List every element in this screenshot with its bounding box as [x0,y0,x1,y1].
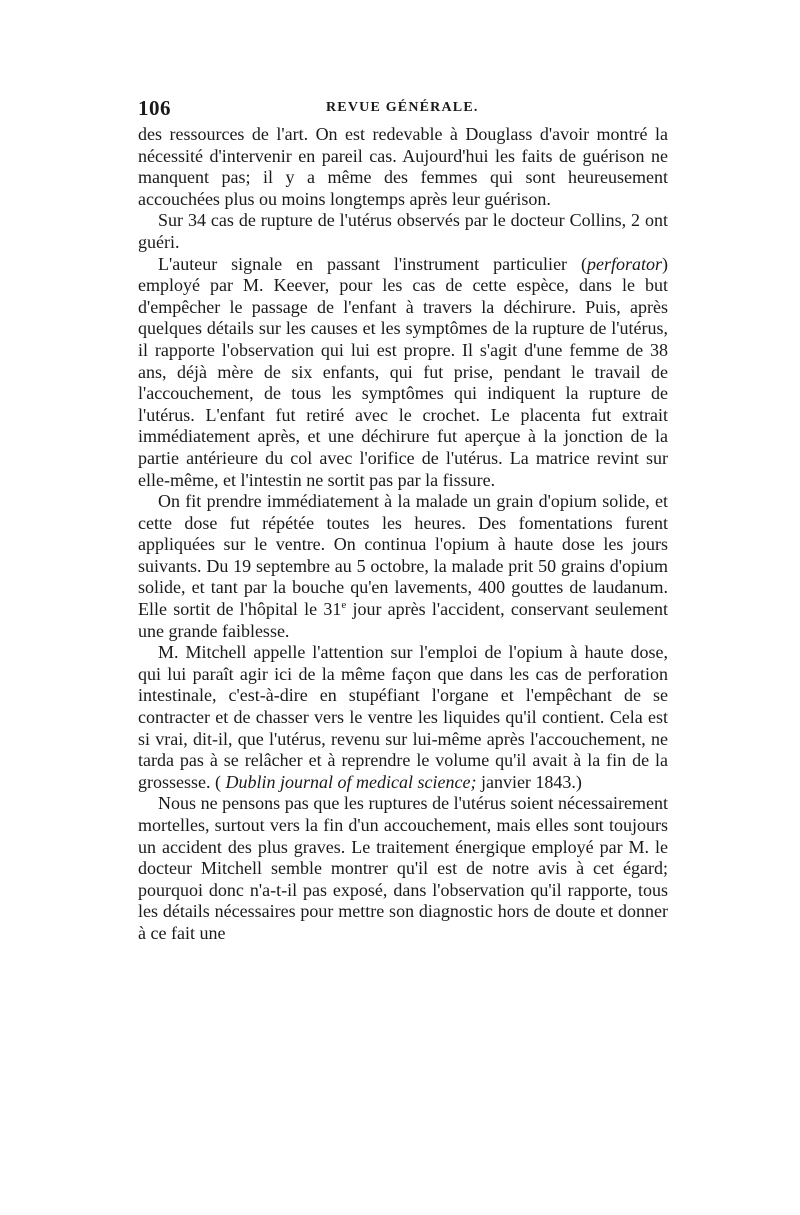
paragraph-5-text-end: janvier 1843.) [476,771,582,792]
paragraph-5-text-start: M. Mitchell appelle l'attention sur l'emploi de l'opium à haute dose, qui lui paraît agir ici de la même façon que dans les cas de perforation intestinale, c'est-à-dire en stupéfiant l'organe et l'empêchant de se contracter et de chasser vers le ventre les liquides qu'il contient. Cela est si vrai, dit-il, que l'utérus, revenu sur lui-même après l'accouchement, ne tarda pas à se relâcher et à reprendre le volume qu'il avait à la fin de la grossesse. ( [138,642,668,792]
paragraph-1: des ressources de l'art. On est redevable à Douglass d'avoir montré la nécessité d'intervenir en pareil cas. Aujourd'hui les faits de guérison ne manquent pas; il y a même des femmes qui sont heureusement accouchées plus ou moins longtemps après leur guérison. [138,124,668,209]
paragraph-4-text-end: jour après l'accident, conservant seulement une grande faiblesse. [138,599,668,641]
page [138,96,668,945]
running-title: REVUE GÉNÉRALE. [326,100,479,115]
body-text [138,124,668,945]
page-number: 106 [138,96,171,120]
paragraph-5 [138,642,668,793]
running-head [138,96,668,124]
ordinal-superscript: e [341,599,347,612]
paragraph-6: Nous ne pensons pas que les ruptures de l'utérus soient nécessairement mortelles, surtout vers la fin d'un accouchement, mais elles sont toujours un accident des plus graves. Le traitement énergique employé par M. le docteur Mitchell semble montrer qu'il est de notre avis à cet égard; pourquoi donc n'a-t-il pas exposé, dans l'observation qu'il rapporte, tous les détails nécessaires pour mettre son diagnostic hors de doute et donner à ce fait une [138,793,668,943]
paragraph-4 [138,491,668,642]
paragraph-3-text-start: L'auteur signale en passant l'instrument particulier ( [158,253,587,274]
perforator-term: perforator [586,253,662,274]
paragraph-2: Sur 34 cas de rupture de l'utérus observés par le docteur Collins, 2 ont guéri. [138,210,668,252]
journal-citation: Dublin journal of medical science; [225,771,477,792]
paragraph-3-text-end: ) employé par M. Keever, pour les cas de cette espèce, dans le but d'empêcher le passage de l'enfant à travers la déchirure. Puis, après quelques détails sur les causes et les symptômes de la rupture de l'utérus, il rapporte l'observation qui lui est propre. Il s'agit d'une femme de 38 ans, déjà mère de six enfants, qui fut prise, pendant le travail de l'accouchement, de tous les symptômes qui indiquent la rupture de l'utérus. L'enfant fut retiré avec le crochet. Le placenta fut extrait immédiatement après, et une déchirure fut aperçue à la jonction de la partie antérieure du col avec l'orifice de l'utérus. La matrice revint sur elle-même, et l'intestin ne sortit pas par la fissure. [138,253,668,490]
paragraph-3 [138,254,668,492]
paragraph-4-text-start: On fit prendre immédiatement à la malade un grain d'opium solide, et cette dose fut répétée toutes les heures. Des fomentations furent appliquées sur le ventre. On continua l'opium à haute dose les jours suivants. Du 19 septembre au 5 octobre, la malade prit 50 grains d'opium solide, et tant par la bouche qu'en lavements, 400 gouttes de laudanum. Elle sortit de l'hôpital le 31 [138,491,668,620]
